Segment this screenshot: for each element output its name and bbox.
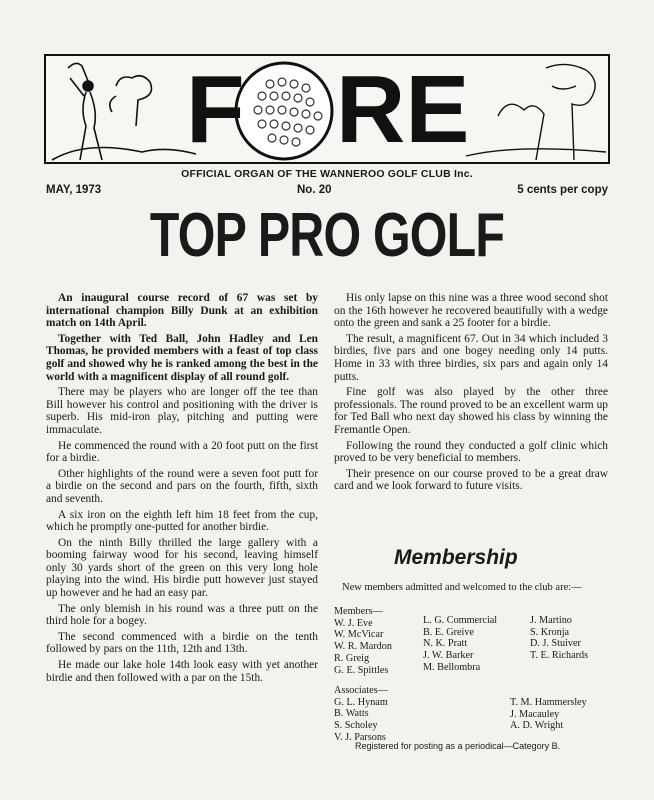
issue-number: No. 20	[297, 184, 332, 196]
article-paragraph: Fine golf was also played by the other three professionals. The round proved to be an excellent warm up for Ted Ball who next day showed his class by winning the Fremantle Open.	[334, 386, 608, 436]
members-list-col2	[423, 615, 497, 674]
article-paragraph: He commenced the round with a 20 foot putt on the first for a birdie.	[46, 439, 318, 465]
masthead-letters-re: RE	[336, 56, 470, 163]
member-name: L. G. Commercial	[423, 615, 498, 626]
issue-date: MAY, 1973	[46, 184, 102, 196]
article-paragraph: On the ninth Billy thrilled the large gallery with a booming fairway wood for his second, leaving himself only 30 yards short of the green on this very long hole playing into the wind. His birdie putt however just stayed up however and he had an easy par.	[46, 536, 318, 600]
members-list-col1	[334, 606, 392, 676]
associate-name: T. M. Hammersley	[510, 697, 587, 708]
member-name: T. E. Richards	[530, 650, 589, 662]
article-paragraph: The result, a magnificent 67. Out in 34 which included 3 birdies, five pars and one bogey needing only 14 putts. Home in 33 with three birdies, six pars and again only 14 putts.	[334, 332, 608, 383]
member-name: W. McVicar	[334, 629, 384, 641]
article-paragraph: A six iron on the eighth left him 18 feet from the cup, which he promptly one-putted for another birdie.	[46, 508, 318, 534]
member-name: J. Martino	[530, 615, 572, 626]
org-line: OFFICIAL ORGAN OF THE WANNEROO GOLF CLUB Inc.	[181, 168, 473, 180]
golfer-illustration	[52, 63, 196, 160]
member-name: S. Kronja	[530, 626, 570, 638]
article-paragraph: The only blemish in his round was a three putt on the third hole for a bogey.	[46, 602, 318, 628]
masthead-letter-f: F	[186, 56, 245, 163]
trees-illustration	[466, 64, 606, 160]
member-name: W. R. Mardon	[334, 641, 392, 653]
article-paragraph: An inaugural course record of 67 was set by international champion Billy Dunk at an exhibition match on 14th April.	[46, 292, 318, 330]
associate-name: V. J. Parsons	[334, 731, 386, 743]
article-paragraph: Other highlights of the round were a seven foot putt for a birdie on the second and pars on the fourth, fifth, sixth and seventh.	[46, 467, 318, 505]
members-label: Members—	[334, 606, 383, 617]
member-name: R. Greig	[334, 652, 370, 664]
article-paragraph: Their presence on our course proved to be a great draw card and we look forward to future visits.	[334, 467, 608, 493]
article-paragraph: His only lapse on this nine was a three wood second shot on the 16th however he recovered beautifully with a wedge onto the green and sank a 25 footer for a birdie.	[334, 292, 608, 330]
associate-name: S. Scholey	[334, 720, 378, 732]
masthead	[44, 54, 610, 164]
member-name: N. K. Pratt	[423, 638, 468, 650]
article-paragraph: The second commenced with a birdie on the tenth followed by pars on the 11th, 12th and 13th.	[46, 630, 318, 656]
masthead-illustration	[46, 56, 608, 162]
issue-price: 5 cents per copy	[517, 184, 608, 196]
associates-list-col1	[334, 685, 388, 744]
article-paragraph: Following the round they conducted a golf clinic which proved to be very beneficial to members.	[334, 439, 608, 465]
member-name: M. Bellombra	[423, 661, 481, 673]
member-name: D. J. Stuiver	[530, 638, 581, 650]
postal-registration-note: Registered for posting as a periodical—Category B.	[355, 741, 561, 751]
associate-name: B. Watts	[334, 708, 369, 720]
membership-intro: New members admitted and welcomed to the club are:—	[342, 582, 582, 593]
associate-name: J. Macauley	[510, 708, 560, 720]
member-name: G. E. Spittles	[334, 664, 389, 676]
associate-name: A. D. Wright	[510, 720, 564, 732]
associates-label: Associates—	[334, 685, 388, 696]
article-left-column	[46, 292, 318, 687]
article-paragraph: Together with Ted Ball, John Hadley and Len Thomas, he provided members with a feast of top class golf and showed why he is ranked among the best in the world with a magnificent display of all round golf.	[46, 332, 318, 383]
associates-list-col2	[510, 697, 587, 732]
headline: TOP PRO GOLF	[149, 201, 505, 270]
member-name: W. J. Eve	[334, 617, 373, 629]
membership-title: Membership	[394, 546, 518, 569]
member-name: B. E. Greive	[423, 626, 474, 638]
golf-ball-icon	[236, 63, 332, 159]
member-name: J. W. Barker	[423, 650, 474, 662]
article-paragraph: There may be players who are longer off the tee than Bill however his control and positioning with the driver is superb. His mid-iron play, pitching and putting were immaculate.	[46, 386, 318, 436]
associate-name: G. L. Hynam	[334, 696, 388, 708]
article-right-column	[334, 292, 608, 496]
article-paragraph: He made our lake hole 14th look easy with yet another birdie and then followed with a par on the 15th.	[46, 659, 318, 684]
members-list-col3	[530, 615, 588, 662]
